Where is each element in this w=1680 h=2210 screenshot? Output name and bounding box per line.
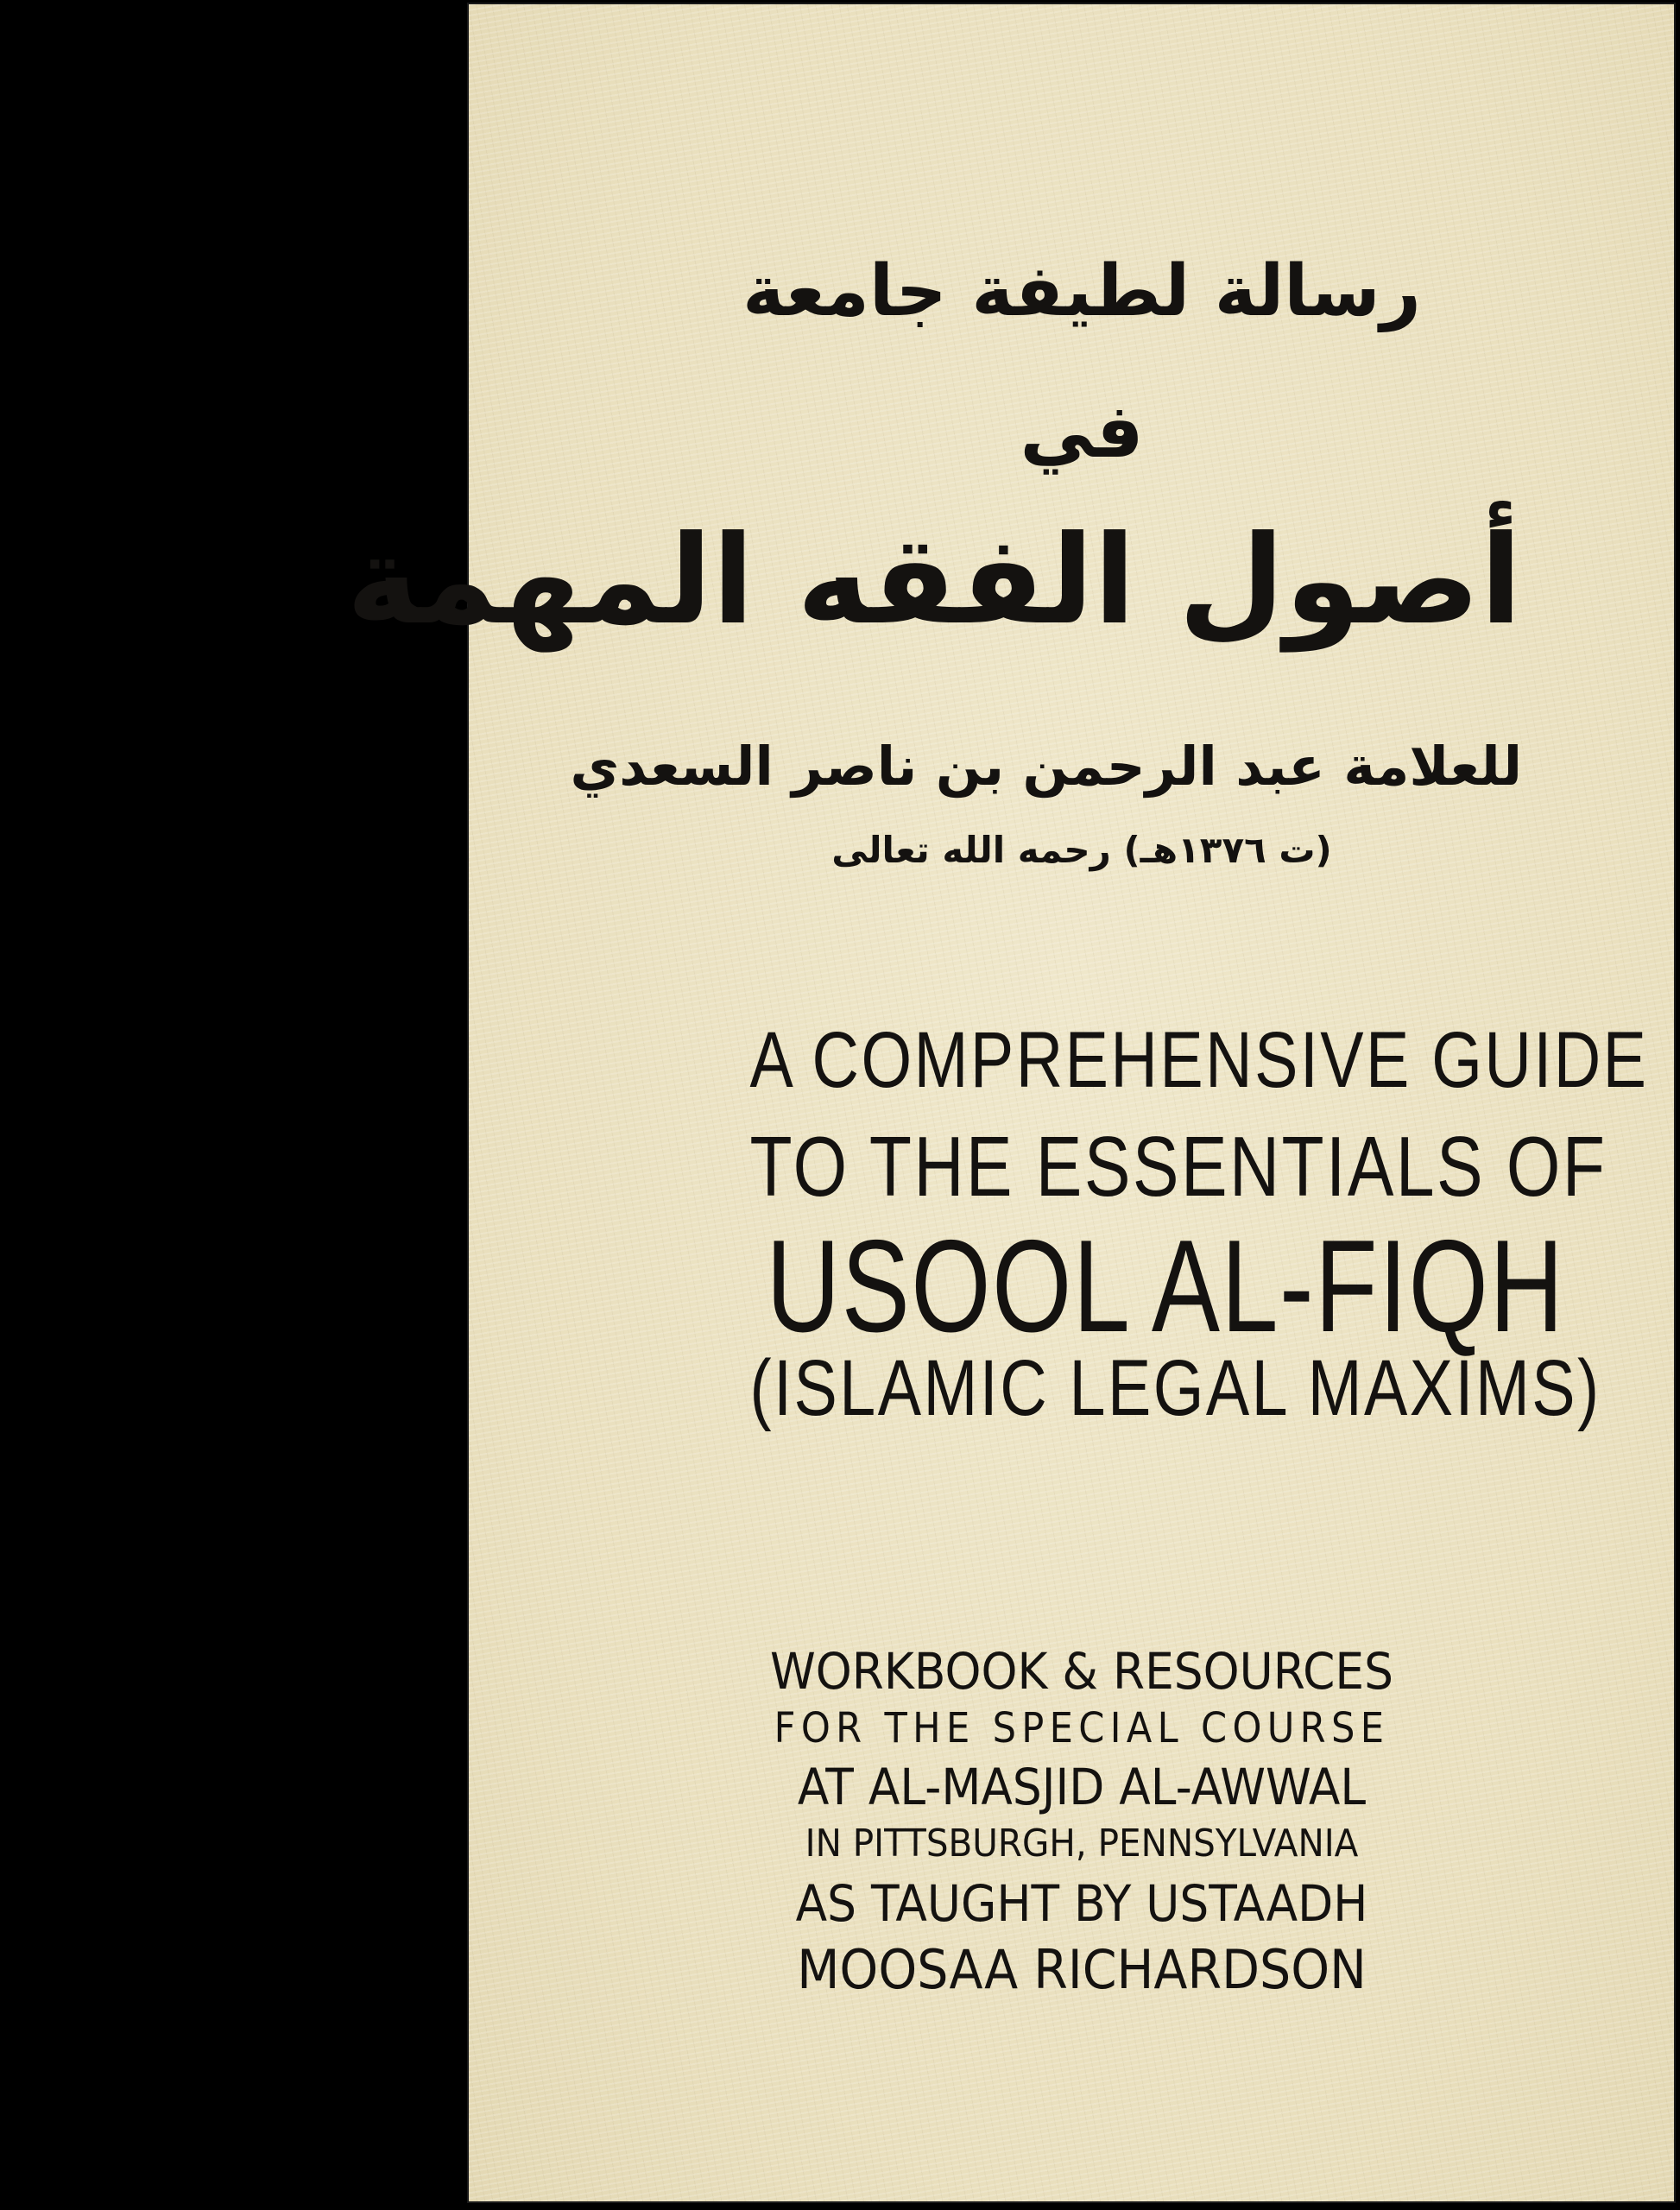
course-info-line-6: MOOSAA RICHARDSON — [797, 1938, 1367, 2001]
english-title-line-1: A COMPREHENSIVE GUIDE — [749, 1016, 1649, 1104]
course-info-line-1: WORKBOOK & RESOURCES — [769, 1642, 1393, 1701]
arabic-author: للعلامة عبد الرحمن بن ناصر السعدي — [570, 735, 1522, 798]
arabic-death-note: (ت ١٣٧٦هـ) رحمه الله تعالى — [831, 829, 1332, 871]
arabic-subtitle: رسالة لطيفة جامعة — [742, 250, 1421, 332]
english-title-main: USOOL AL-FIQH — [766, 1213, 1565, 1360]
course-info-line-4: IN PITTSBURGH, PENNSYLVANIA — [805, 1822, 1359, 1866]
course-info-line-2: FOR THE SPECIAL COURSE — [774, 1704, 1390, 1752]
english-title-subtitle: (ISLAMIC LEGAL MAXIMS) — [749, 1344, 1601, 1432]
arabic-connector: في — [1020, 388, 1144, 475]
black-spine-panel — [0, 0, 467, 2210]
course-info-line-3: AT AL-MASJID AL-AWWAL — [797, 1758, 1367, 1816]
book-cover — [346, 3, 1676, 2203]
english-title-line-2: TO THE ESSENTIALS OF — [749, 1119, 1607, 1214]
course-info-line-5: AS TAUGHT BY USTAADH — [795, 1874, 1368, 1933]
arabic-main-title: أصول الفقه المهمة — [346, 509, 1522, 652]
